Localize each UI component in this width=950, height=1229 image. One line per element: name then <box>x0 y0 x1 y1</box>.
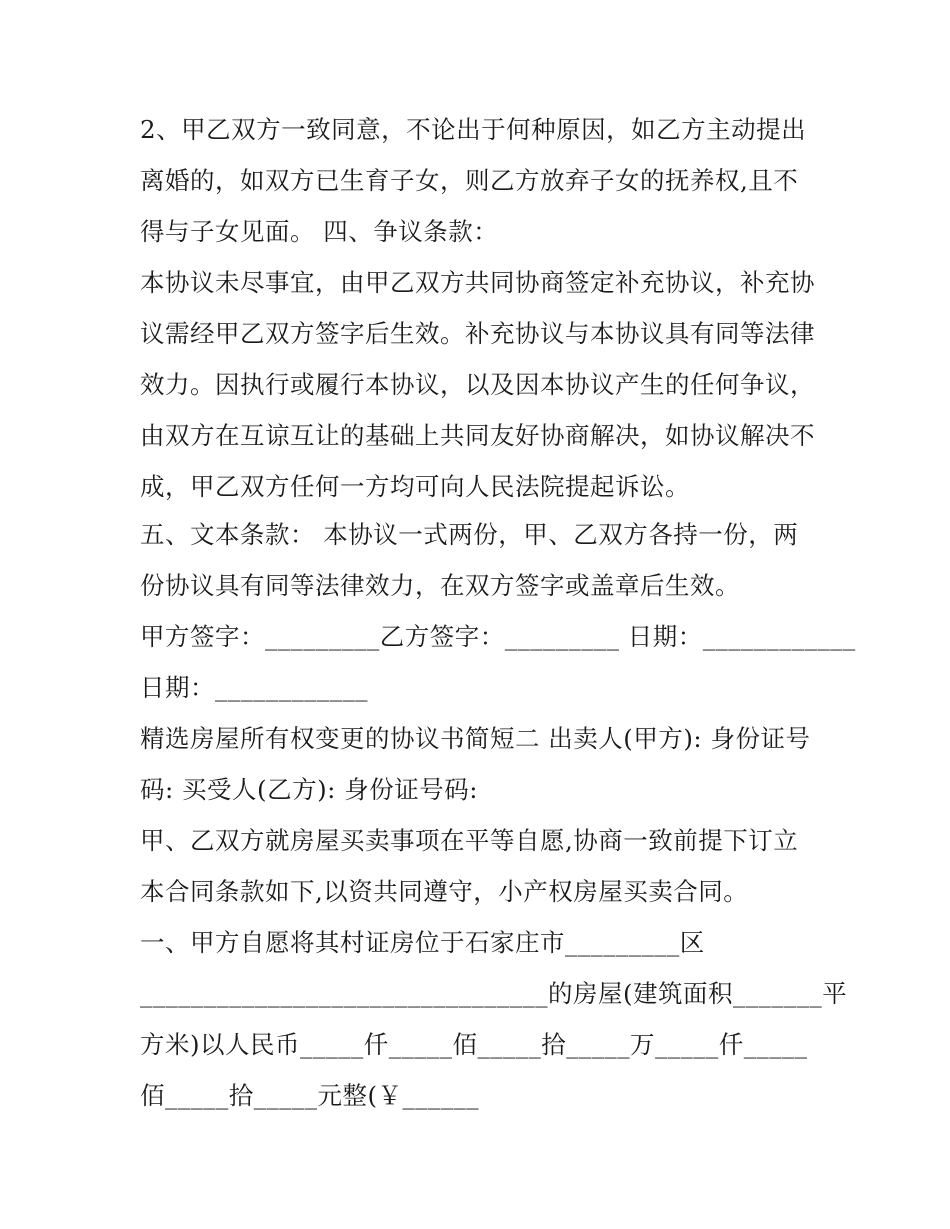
text-line: ________________________________的房屋(建筑面积_______平 <box>140 979 848 1008</box>
text-line: 离婚的，如双方已生育子女，则乙方放弃子女的抚养权,且不 <box>140 166 799 195</box>
text-line: 议需经甲乙双方签字后生效。补充协议与本协议具有同等法律 <box>140 319 815 348</box>
text-line: 本合同条款如下,以资共同遵守，小产权房屋买卖合同。 <box>140 877 749 906</box>
text-line: 佰_____拾_____元整(￥______ <box>140 1081 480 1110</box>
text-line: 一、甲方自愿将其村证房位于石家庄市_________区 <box>140 928 705 957</box>
text-line: 五、文本条款： 本协议一式两份，甲、乙双方各持一份，两 <box>140 520 799 549</box>
text-line: 方米)以人民币_____仟_____佰_____拾_____万_____仟_____ <box>140 1030 808 1059</box>
text-line: 本协议未尽事宜，由甲乙双方共同协商签定补充协议，补充协 <box>140 268 815 297</box>
text-line: 份协议具有同等法律效力，在双方签字或盖章后生效。 <box>140 571 740 600</box>
text-line: 成，甲乙双方任何一方均可向人民法院提起诉讼。 <box>140 472 690 501</box>
text-line: 由双方在互谅互让的基础上共同友好协商解决，如协议解决不 <box>140 421 815 450</box>
text-line: 甲、乙双方就房屋买卖事项在平等自愿,协商一致前提下订立 <box>140 826 799 855</box>
text-line: 效力。因执行或履行本协议，以及因本协议产生的任何争议， <box>140 370 815 399</box>
text-line: 得与子女见面。 四、争议条款： <box>140 217 499 246</box>
text-line: 2、甲乙双方一致同意，不论出于何种原因，如乙方主动提出 <box>140 115 807 144</box>
date-line: 日期：____________ <box>140 673 368 702</box>
section-heading: 精选房屋所有权变更的协议书简短二 出卖人(甲方): 身份证号 <box>140 724 811 753</box>
text-line: 码: 买受人(乙方): 身份证号码: <box>140 775 478 804</box>
signature-line: 甲方签字：_________乙方签字：_________ 日期：____________ <box>140 622 856 651</box>
